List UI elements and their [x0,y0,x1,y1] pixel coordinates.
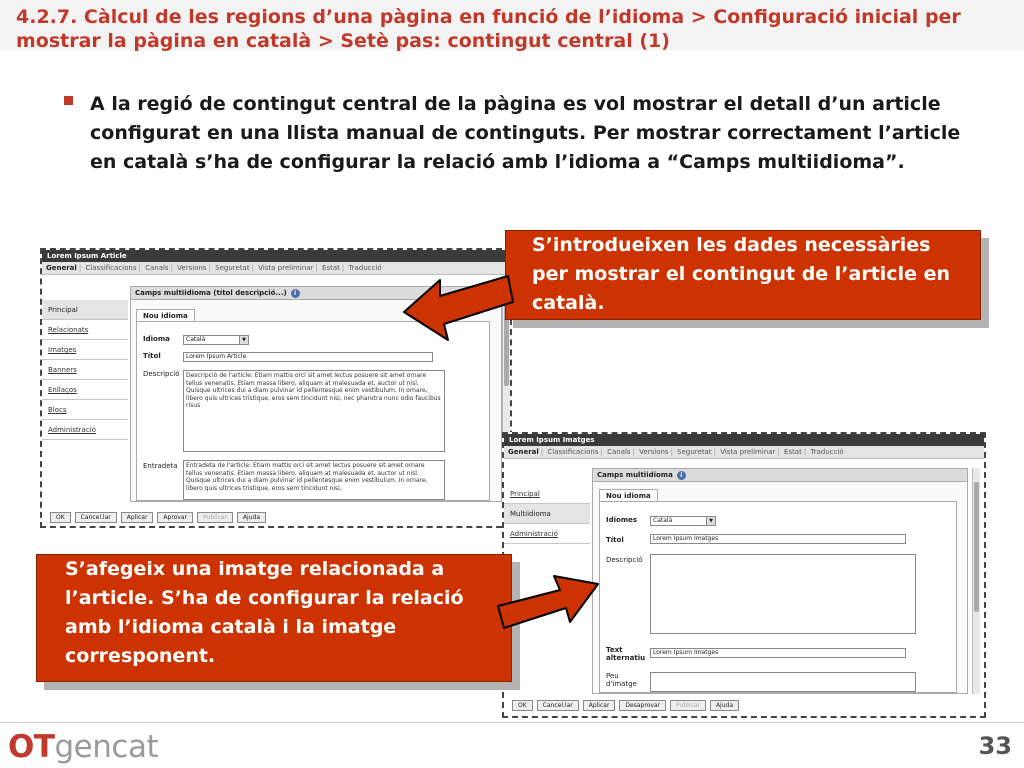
article-editor-tabs: General | Classificacions | Canals | Versions | Seguretat | Vista preliminar | Estat | Traducció [42,262,510,275]
sidebar-item-principal[interactable]: Principal [42,300,128,320]
help-button[interactable]: Ajuda [237,512,266,523]
publish-button[interactable]: Publicar [197,512,233,523]
tab-canals[interactable]: Canals [607,448,631,456]
apply-button[interactable]: Aplicar [583,700,616,711]
cancel-button[interactable]: Cancel.lar [537,700,579,711]
entradeta-textarea[interactable]: Entradeta de l'article: Etiam mattis orci sit amet lectus posuere sit amet ornare tellus venenatis. Etiam massa libero, aliquam at malesuada et, auctor ut nisl. Quisque ultrices dui a diam pulvinar id pellentesque enim vestibulum. In ornare, libero quis ultrices tristique, eros sem tincidunt nisi, [183,460,445,500]
descripcio-label: Descripció [606,556,643,564]
arrow-left-icon [400,270,520,340]
callout-add-image-text: S’afegeix una imatge relacionada a l’article. S’ha de configurar la relació amb l’idioma català i la imatge corresponent. [65,558,464,667]
info-icon[interactable]: i [291,289,300,298]
idiomes-select-value: Català [653,517,673,524]
idiomes-label: Idiomes [606,516,638,524]
cancel-button[interactable]: Cancel.lar [75,512,117,523]
titol-field[interactable]: Lorem Ipsum Article [183,352,433,362]
tab-traduccio[interactable]: Traducció [348,264,382,272]
peu-textarea[interactable] [650,672,916,692]
tab-seguretat[interactable]: Seguretat [677,448,712,456]
tab-traduccio[interactable]: Traducció [810,448,844,456]
image-panel-header [593,469,967,482]
tab-estat[interactable]: Estat [784,448,802,456]
tab-versions[interactable]: Versions [639,448,669,456]
tab-general[interactable]: General [508,448,539,456]
apply-button[interactable]: Aplicar [121,512,154,523]
chevron-down-icon: ▼ [706,517,715,525]
logo-gencat: gencat [54,729,159,765]
tab-general[interactable]: General [46,264,77,272]
idioma-select[interactable] [183,335,249,345]
tab-canals[interactable]: Canals [145,264,169,272]
descripcio-label: Descripció [143,370,180,378]
footer-divider [0,722,1024,723]
idioma-label: Idioma [143,335,170,343]
callout-add-image [36,554,512,682]
sidebar-item-principal[interactable]: Principal [504,484,590,504]
descripcio-textarea[interactable] [650,554,916,634]
sidebar-item-administracio[interactable]: Administració [504,524,590,544]
titol-label: Títol [143,352,161,360]
page-number: 33 [978,732,1012,760]
slide-title-bar [0,0,1024,50]
arrow-right-icon [494,572,604,632]
callout-introduce-data [505,230,981,320]
idiomes-select[interactable] [650,516,716,526]
unapprove-button[interactable]: Desaprovar [619,700,666,711]
bullet-point [64,90,984,177]
tab-nou-idioma[interactable]: Nou idioma [599,489,658,501]
tab-classificacions[interactable]: Classificacions [85,264,137,272]
image-button-bar [512,700,739,711]
chevron-down-icon: ▼ [239,336,248,344]
tab-vista-preliminar[interactable]: Vista preliminar [720,448,776,456]
article-sidenav [42,300,128,440]
sidebar-item-banners[interactable]: Banners [42,360,128,380]
titol-field[interactable]: Lorem Ipsum Imatges [650,534,906,544]
entradeta-label: Entradeta [143,462,178,470]
image-editor-title: Lorem Ipsum Imatges [504,434,984,446]
image-scrollbar[interactable] [972,468,980,694]
ok-button[interactable]: OK [50,512,71,523]
info-icon[interactable]: i [677,471,686,480]
tab-vista-preliminar[interactable]: Vista preliminar [258,264,314,272]
image-multilang-panel [592,468,968,694]
ok-button[interactable]: OK [512,700,533,711]
callout-introduce-data-text: S’introdueixen les dades necessàries per mostrar el contingut de l’article en català. [532,234,950,314]
tab-estat[interactable]: Estat [322,264,340,272]
image-multilang-form [599,501,957,693]
sidebar-item-multiidioma[interactable]: Multiidioma [504,504,590,524]
sidebar-item-enllacos[interactable]: Enllaços [42,380,128,400]
descripcio-textarea[interactable]: Descripció de l'article: Etiam mattis orci sit amet lectus posuere sit amet ornare tellus venenatis. Etiam massa libero, aliquam at malesuada et, auctor ut nisl. Quisque ultrices dui a diam pulvinar id pellentesque enim vestibulum. In ornare, libero quis ultrices tristique, eros sem tincidunt nisi, nec pharetra nunc odio faucibus risus [183,370,445,452]
text-alt-field[interactable]: Lorem Ipsum Imatges [650,648,906,658]
sidebar-item-blocs[interactable]: Blocs [42,400,128,420]
text-alt-label: Text alternatiu [606,646,646,662]
bullet-square-icon [64,96,73,105]
titol-label: Títol [606,536,624,544]
sidebar-item-relacionats[interactable]: Relacionats [42,320,128,340]
article-editor-title: Lorem Ipsum Article [42,250,510,262]
approve-button[interactable]: Aprovar [157,512,193,523]
bullet-text: A la regió de contingut central de la pàgina es vol mostrar el detall d’un article configurat en una llista manual de continguts. Per mostrar correctament l’article en català s’ha de configurar la relació amb l’idioma a “Camps multiidioma”. [90,93,961,173]
peu-label: Peu d'imatge [606,672,637,688]
tab-versions[interactable]: Versions [177,264,207,272]
image-editor-tabs: General | Classificacions | Canals | Versions | Seguretat | Vista preliminar | Estat | Traducció [504,446,984,459]
logo-ot: OT [8,729,55,765]
tab-nou-idioma[interactable]: Nou idioma [136,309,195,321]
multilang-panel-title: Camps multiidioma (títol descripció...) [135,288,287,297]
article-button-bar [50,512,266,523]
help-button[interactable]: Ajuda [710,700,739,711]
tab-seguretat[interactable]: Seguretat [215,264,250,272]
tab-classificacions[interactable]: Classificacions [547,448,599,456]
ot-gencat-logo [8,728,158,766]
multilang-form [136,321,490,501]
slide-title: 4.2.7. Càlcul de les regions d’una pàgina en funció de l’idioma > Configuració inicial per mostrar la pàgina en català > Setè pas: contingut central (1) [16,6,961,52]
image-sidenav [504,484,590,544]
publish-button[interactable]: Publicar [670,700,706,711]
idioma-select-value: Català [186,336,206,343]
sidebar-item-administracio[interactable]: Administració [42,420,128,440]
image-panel-title: Camps multiidioma [597,470,673,479]
sidebar-item-imatges[interactable]: Imatges [42,340,128,360]
scrollbar-thumb[interactable] [974,482,979,612]
